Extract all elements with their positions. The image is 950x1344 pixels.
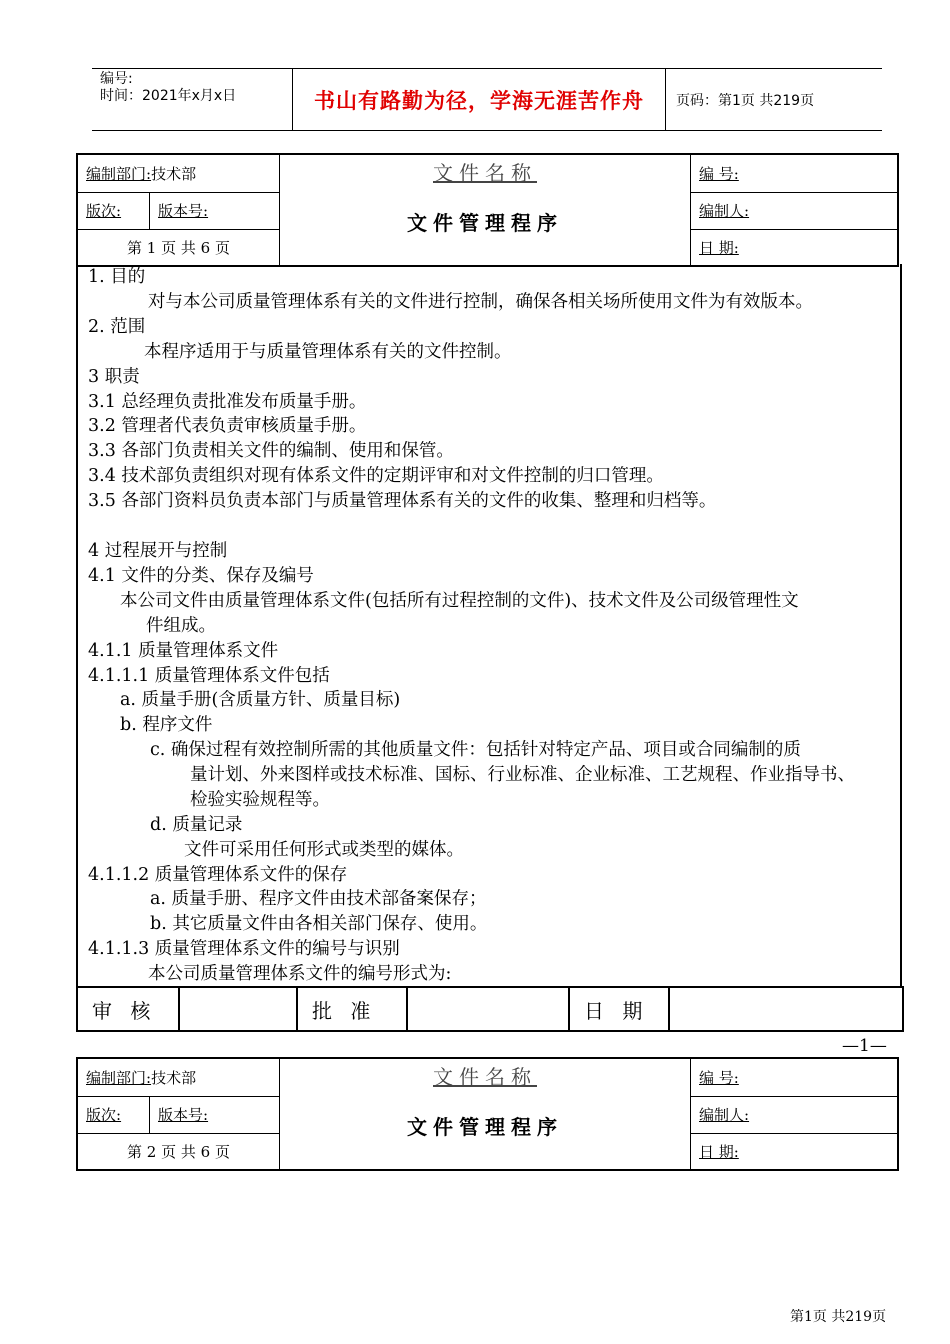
number-label: 编 号: [699, 164, 739, 183]
body-line: b. 其它质量文件由各相关部门保存、使用。 [150, 914, 488, 934]
version-cell [77, 1096, 150, 1133]
dept-value: 技术部 [151, 1068, 197, 1087]
body-line: 3.5 各部门资料员负责本部门与质量管理体系有关的文件的收集、整理和归档等。 [88, 491, 717, 511]
docname: 文件管理程序 [407, 1115, 563, 1139]
body-line: a. 质量手册(含质量方针、质量目标) [120, 690, 401, 710]
revision-cell [150, 1096, 280, 1133]
date-cell [691, 229, 899, 266]
body-line: 4.1.1.3 质量管理体系文件的编号与识别 [88, 939, 400, 959]
body-line: 件组成。 [146, 616, 216, 636]
author-cell [691, 1096, 899, 1133]
dept-cell [77, 154, 280, 192]
dept-cell [77, 1058, 280, 1096]
author-cell [691, 192, 899, 229]
dept-value: 技术部 [151, 164, 197, 183]
body-line: 本程序适用于与质量管理体系有关的文件控制。 [144, 342, 512, 362]
top-banner [92, 68, 882, 131]
time-label: 时间：2021年x月x日 [100, 88, 237, 104]
review-value [179, 987, 297, 1031]
version-cell [77, 192, 150, 229]
dept-label: 编制部门: [86, 1068, 152, 1087]
body-line: 4.1 文件的分类、保存及编号 [88, 566, 314, 586]
body-line: 4 过程展开与控制 [88, 541, 228, 561]
body-line: 文件可采用任何形式或类型的媒体。 [184, 840, 464, 860]
review-label: 审 核 [77, 987, 179, 1031]
body-line: 对与本公司质量管理体系有关的文件进行控制，确保各相关场所使用文件为有效版本。 [148, 292, 813, 312]
date-label: 日 期: [699, 238, 739, 257]
banner-page-cell [666, 69, 882, 130]
body-line: 3 职责 [88, 367, 140, 387]
body-line: 检验实验规程等。 [190, 790, 330, 810]
page-cell [77, 1133, 280, 1170]
number-label: 编号: [100, 71, 133, 87]
date-label: 日 期 [569, 987, 669, 1031]
body-line: 3.4 技术部负责组织对现有体系文件的定期评审和对文件控制的归口管理。 [88, 466, 664, 486]
approve-label: 批 准 [297, 987, 407, 1031]
version-label: 版次: [86, 1106, 122, 1124]
body-line: 量计划、外来图样或技术标准、国标、行业标准、企业标准、工艺规程、作业指导书、 [190, 765, 855, 785]
number-label: 编 号: [699, 1068, 739, 1087]
body-line: b. 程序文件 [120, 715, 213, 735]
author-label: 编制人: [699, 202, 750, 220]
body-line: 4.1.1.2 质量管理体系文件的保存 [88, 865, 348, 885]
page-info: 页码：第1页 共219页 [676, 92, 815, 109]
docname-cell [280, 1058, 691, 1170]
page-marker: —1— [842, 1036, 887, 1056]
signoff-table [76, 986, 904, 1032]
version-label: 版次: [86, 202, 122, 220]
revision-label: 版本号: [158, 1106, 209, 1124]
banner-info-cell [92, 69, 293, 130]
body-line: d. 质量记录 [150, 815, 243, 835]
body-line: 2. 范围 [88, 317, 146, 337]
document-body [76, 264, 902, 986]
approve-value [407, 987, 569, 1031]
banner-motto-cell [293, 69, 666, 130]
body-line: c. 确保过程有效控制所需的其他质量文件：包括针对特定产品、项目或合同编制的质 [150, 740, 801, 760]
page-count: 第 2 页 共 6 页 [127, 1142, 230, 1161]
docname-cell [280, 154, 691, 266]
dept-label: 编制部门: [86, 164, 152, 183]
docname-title: 文件名称 [433, 1065, 537, 1089]
number-cell [691, 154, 899, 192]
date-label: 日 期: [699, 1142, 739, 1161]
author-label: 编制人: [699, 1106, 750, 1124]
date-cell [691, 1133, 899, 1170]
revision-label: 版本号: [158, 202, 209, 220]
doc-header-2 [76, 1057, 899, 1171]
body-line: a. 质量手册、程序文件由技术部备案保存； [150, 889, 487, 909]
docname: 文件管理程序 [407, 211, 563, 235]
date-value [669, 987, 903, 1031]
docname-title: 文件名称 [433, 161, 537, 185]
body-line: 本公司文件由质量管理体系文件(包括所有过程控制的文件)、技术文件及公司级管理性文 [120, 591, 799, 611]
body-line: 3.2 管理者代表负责审核质量手册。 [88, 416, 367, 436]
body-line: 3.1 总经理负责批准发布质量手册。 [88, 392, 367, 412]
body-line: 1. 目的 [88, 267, 146, 287]
footer-page-info: 第1页 共219页 [790, 1309, 887, 1325]
body-line: 本公司质量管理体系文件的编号形式为: [148, 964, 452, 984]
page-cell [77, 229, 280, 266]
revision-cell [150, 192, 280, 229]
motto: 书山有路勤为径，学海无涯苦作舟 [314, 88, 644, 113]
doc-header-1 [76, 153, 899, 267]
body-line: 4.1.1.1 质量管理体系文件包括 [88, 666, 330, 686]
number-cell [691, 1058, 899, 1096]
body-line: 4.1.1 质量管理体系文件 [88, 641, 279, 661]
page-count: 第 1 页 共 6 页 [127, 238, 230, 257]
body-line: 3.3 各部门负责相关文件的编制、使用和保管。 [88, 441, 454, 461]
